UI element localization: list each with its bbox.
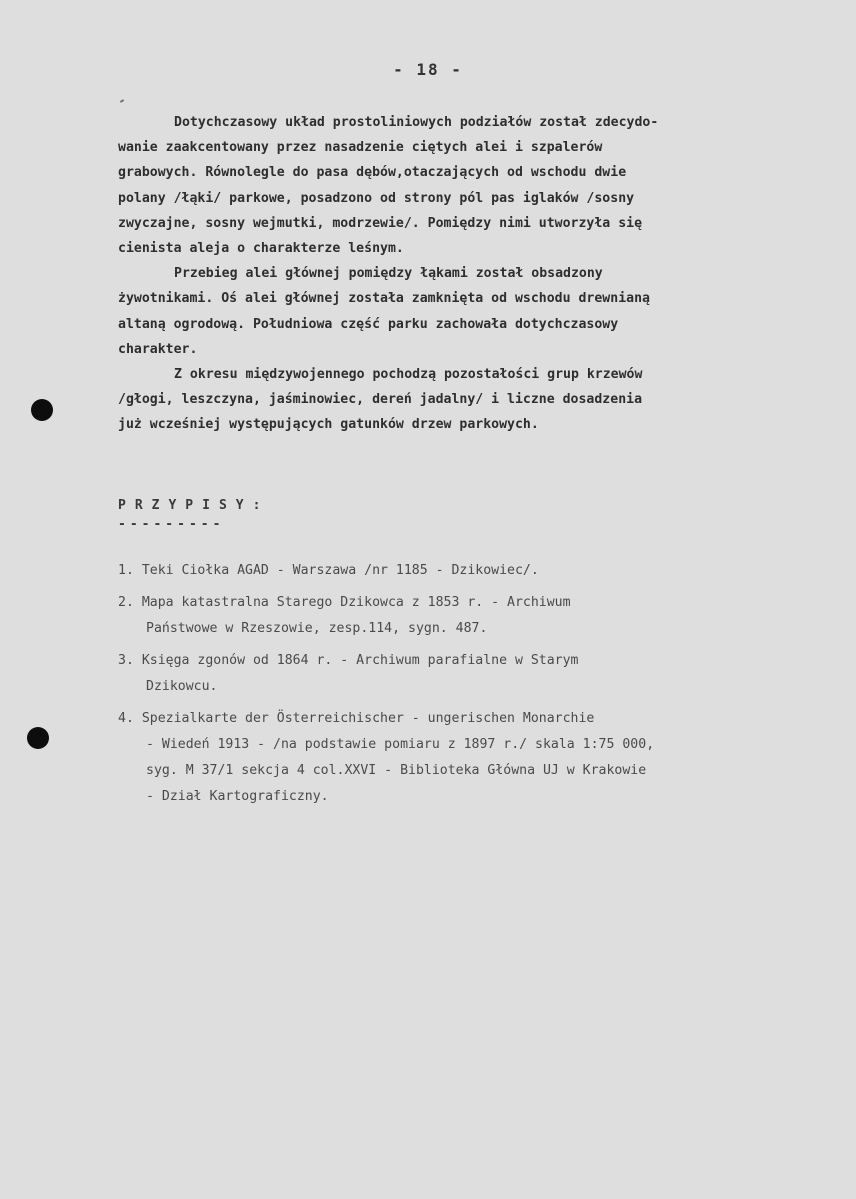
body-line: żywotnikami. Oś alei głównej została zamknięta od wschodu drewnianą <box>118 291 650 307</box>
footnotes-list <box>118 558 838 816</box>
body-line: zwyczajne, sosny wejmutki, modrzewie/. Pomiędzy nimi utworzyła się <box>118 215 643 231</box>
body-line: już wcześniej występujących gatunków drzew parkowych. <box>118 417 539 433</box>
body-line: charakter. <box>118 341 198 357</box>
footnote-line: 4. Spezialkarte der Österreichischer - ungerischen Monarchie <box>118 711 595 726</box>
body-line: Dotychczasowy układ prostoliniowych podziałów został zdecydo- <box>174 115 659 130</box>
pen-mark <box>120 99 124 103</box>
footnote-line: Państwowe w Rzeszowie, zesp.114, sygn. 487. <box>146 621 488 636</box>
footnote-line: syg. M 37/1 sekcja 4 col.XXVI - Biblioteka Główna UJ w Krakowie <box>146 763 647 778</box>
footnote-item <box>118 590 838 642</box>
body-line: altaną ogrodową. Południowa część parku zachowała dotychczasowy <box>118 316 619 332</box>
punch-hole <box>27 727 49 749</box>
footnote-line: 1. Teki Ciołka AGAD - Warszawa /nr 1185 - Dzikowiec/. <box>118 563 539 578</box>
footnote-line: - Wiedeń 1913 - /na podstawie pomiaru z 1897 r./ skala 1:75 000, <box>146 737 655 752</box>
punch-hole <box>31 399 53 421</box>
footnote-line: Dzikowcu. <box>146 679 218 694</box>
body-line: cienista aleja o charakterze leśnym. <box>118 241 404 257</box>
footnotes-heading: PRZYPISY: <box>118 498 270 513</box>
footnote-item <box>118 558 838 584</box>
footnote-line: 3. Księga zgonów od 1864 r. - Archiwum parafialne w Starym <box>118 653 579 668</box>
footnote-item <box>118 706 838 810</box>
body-line: /głogi, leszczyna, jaśminowiec, dereń jadalny/ i liczne dosadzenia <box>118 392 643 408</box>
body-line: wanie zaakcentowany przez nasadzenie ciętych alei i szpalerów <box>118 140 603 156</box>
body-line: polany /łąki/ parkowe, posadzono od strony pól pas iglaków /sosny <box>118 190 635 206</box>
footnote-item <box>118 648 838 700</box>
footnotes-heading-underline: --------- <box>118 517 225 532</box>
footnote-line: 2. Mapa katastralna Starego Dzikowca z 1853 r. - Archiwum <box>118 595 571 610</box>
body-line: Z okresu międzywojennego pochodzą pozostałości grup krzewów <box>174 367 643 383</box>
body-line: grabowych. Równolegle do pasa dębów,otaczających od wschodu dwie <box>118 165 627 181</box>
page-number: - 18 - <box>393 60 463 79</box>
footnote-line: - Dział Kartograficzny. <box>146 789 329 804</box>
body-line: Przebieg alei głównej pomiędzy łąkami został obsadzony <box>174 266 603 282</box>
body-text <box>118 110 818 438</box>
